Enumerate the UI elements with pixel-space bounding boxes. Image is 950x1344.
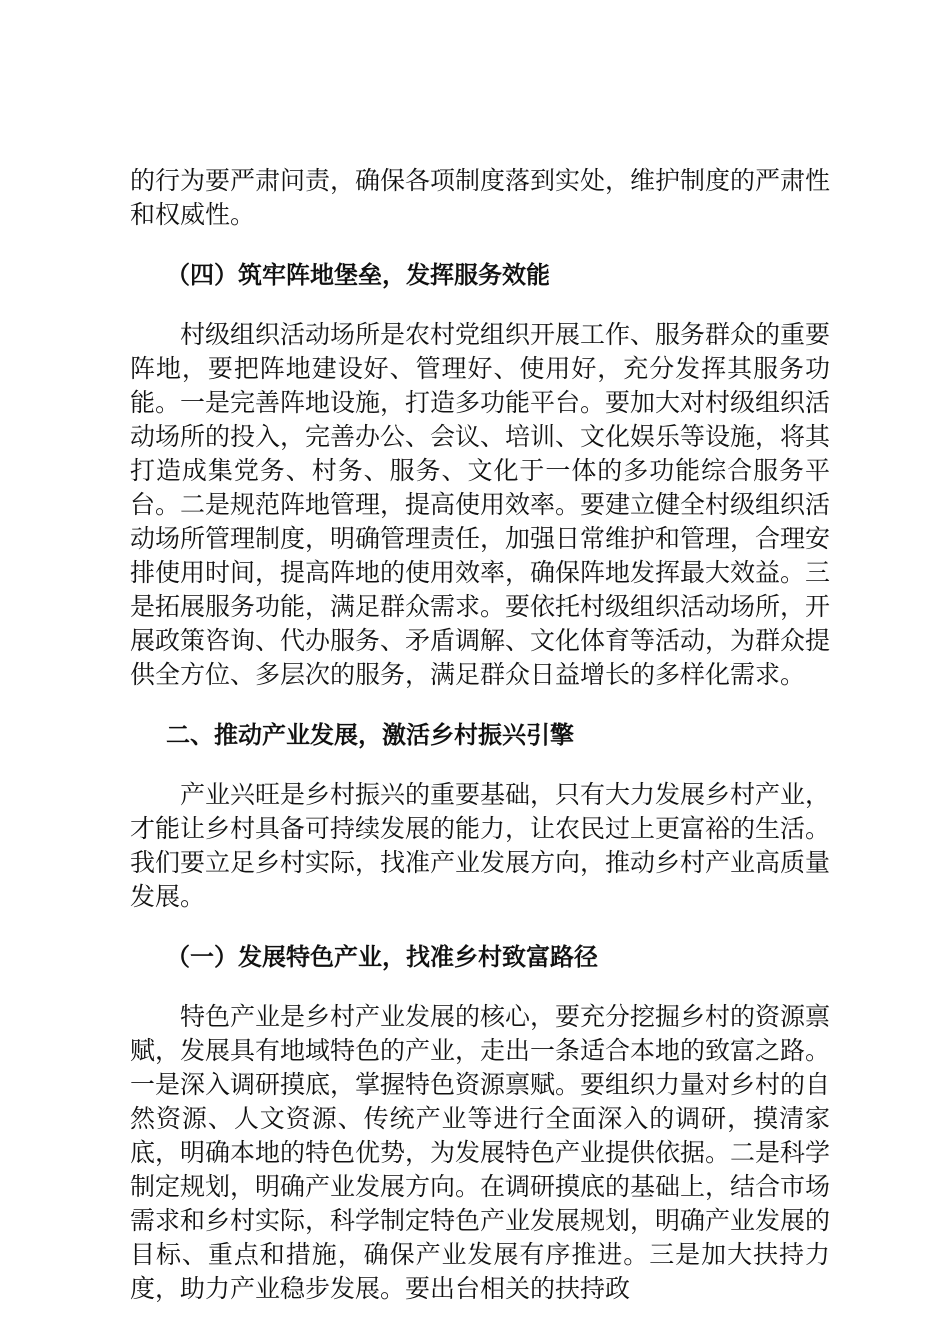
spacer (130, 752, 830, 778)
spacer (130, 292, 830, 318)
section-heading-4: （四）筑牢阵地堡垒，发挥服务效能 (166, 261, 550, 289)
paragraph-specialty: 特色产业是乡村产业发展的核心，要充分挖掘乡村的资源禀赋，发展具有地域特色的产业，走出一条适合本地的致富之路。一是深入调研摸底，掌握特色资源禀赋。要组织力量对乡村的自然资源、人文资源、传统产业等进行全面深入的调研，摸清家底，明确本地的特色优势，为发展特色产业提供依据。二是科学制定规划，明确产业发展方向。在调研摸底的基础上，结合市场需求和乡村实际，科学制定特色产业发展规划，明确产业发展的目标、重点和措施，确保产业发展有序推进。三是加大扶持力度，助力产业稳步发展。要出台相关的扶持政 (130, 1002, 831, 1303)
paragraph-continued: 的行为要严肃问责，确保各项制度落到实处，维护制度的严肃性和权威性。 (130, 166, 831, 229)
spacer (130, 974, 830, 1000)
spacer (130, 232, 830, 258)
chapter-heading-2: 二、推动产业发展，激活乡村振兴引擎 (166, 721, 574, 749)
document-page (130, 164, 830, 1306)
paragraph-industry: 产业兴旺是乡村振兴的重要基础，只有大力发展乡村产业，才能让乡村具备可持续发展的能力，让农民过上更富裕的生活。我们要立足乡村实际，找准产业发展方向，推动乡村产业高质量发展。 (130, 780, 831, 911)
section-heading-1: （一）发展特色产业，找准乡村致富路径 (166, 943, 598, 971)
paragraph-venue: 村级组织活动场所是农村党组织开展工作、服务群众的重要阵地，要把阵地建设好、管理好、使用好，充分发挥其服务功能。一是完善阵地设施，打造多功能平台。要加大对村级组织活动场所的投入，完善办公、会议、培训、文化娱乐等设施，将其打造成集党务、村务、服务、文化于一体的多功能综合服务平台。二是规范阵地管理，提高使用效率。要建立健全村级组织活动场所管理制度，明确管理责任，加强日常维护和管理，合理安排使用时间，提高阵地的使用效率，确保阵地发挥最大效益。三是拓展服务功能，满足群众需求。要依托村级组织活动场所，开展政策咨询、代办服务、矛盾调解、文化体育等活动，为群众提供全方位、多层次的服务，满足群众日益增长的多样化需求。 (130, 320, 831, 689)
spacer (130, 914, 830, 940)
spacer (130, 692, 830, 718)
